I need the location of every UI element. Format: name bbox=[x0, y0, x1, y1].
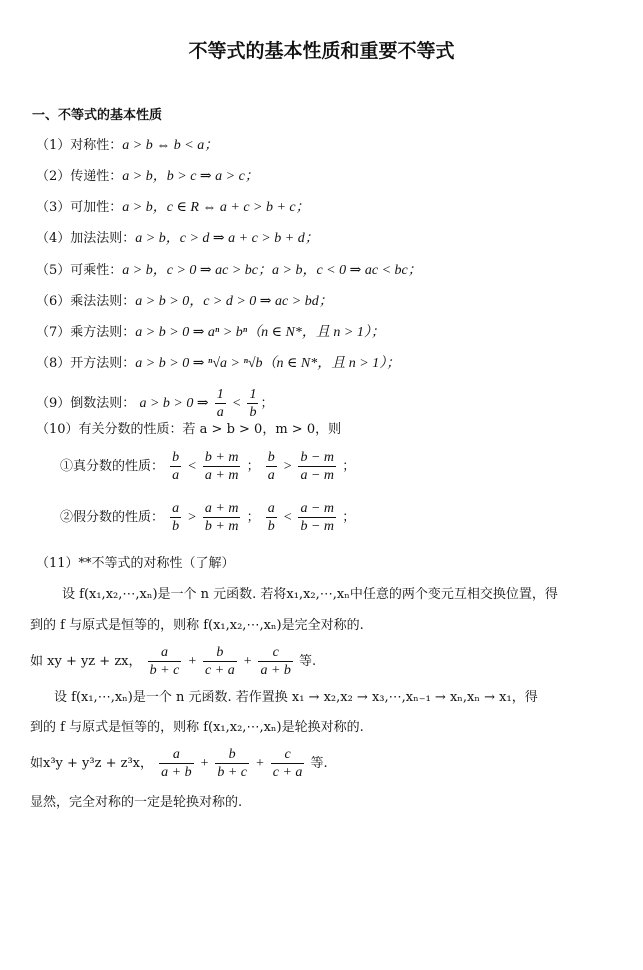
fraction: $\frac{b}{a}$ bbox=[267, 450, 275, 483]
fraction: $\frac{1}{a}$ bbox=[216, 387, 224, 420]
plus: + bbox=[199, 756, 210, 771]
punct: ； bbox=[246, 510, 260, 525]
plus: + bbox=[242, 654, 253, 669]
fraction: $\frac{a - m}{b - m}$ bbox=[300, 501, 335, 534]
formula: a > b，b > c ⇒ a > c； bbox=[122, 169, 259, 184]
conclusion: 显然，完全对称的一定是轮换对称的. bbox=[30, 795, 243, 810]
item-10: （10）有关分数的性质：若 a > b > 0，m > 0，则 bbox=[36, 422, 342, 437]
item-label: 乘方法则： bbox=[70, 325, 136, 340]
example-prefix: 如 xy + yz + zx， bbox=[30, 654, 142, 669]
fraction: $\frac{b}{c + a}$ bbox=[205, 645, 235, 678]
plus: + bbox=[255, 756, 265, 771]
page-title: 不等式的基本性质和重要不等式 bbox=[188, 40, 455, 62]
item-label: 传递性： bbox=[70, 169, 123, 184]
fraction: $\frac{1}{b}$ bbox=[249, 387, 257, 420]
item-3 bbox=[36, 199, 310, 217]
item-label: 倒数法则： bbox=[70, 396, 136, 411]
relation: < bbox=[231, 396, 242, 411]
item-11: （11）**不等式的对称性（了解） bbox=[36, 556, 235, 571]
fraction: $\frac{a}{b}$ bbox=[172, 501, 180, 534]
label: ②假分数的性质： bbox=[60, 510, 165, 525]
formula: a > b > 0，c > d > 0 ⇒ ac > bd； bbox=[135, 294, 333, 309]
item-label: 加法法则： bbox=[70, 231, 136, 246]
item-number: （8） bbox=[36, 356, 71, 371]
plus: + bbox=[187, 654, 197, 669]
true-fraction-property bbox=[60, 449, 355, 484]
item-9 bbox=[36, 386, 273, 421]
paragraph-2b: 到的 f 与原式是恒等的，则称 f(x₁,x₂,⋯,xₙ)是轮换对称的. bbox=[30, 720, 364, 735]
section-heading: 一、不等式的基本性质 bbox=[32, 108, 163, 123]
formula: a > b，c > d ⇒ a + c > b + d； bbox=[135, 231, 319, 246]
relation: > bbox=[187, 510, 197, 525]
formula: a > b > 0 ⇒ aⁿ > bⁿ（n ∈ N*，且 n > 1）； bbox=[135, 325, 385, 340]
fraction: $\frac{a}{b + c}$ bbox=[149, 645, 180, 678]
item-label: 可乘性： bbox=[70, 263, 123, 278]
formula: a > b，c ∈ R ⇔ a + c > b + c； bbox=[122, 200, 310, 215]
item-number: （1） bbox=[36, 138, 71, 153]
example-2 bbox=[30, 746, 328, 781]
item-2 bbox=[36, 168, 259, 186]
item-4 bbox=[36, 230, 319, 248]
item-label: 可加性： bbox=[70, 200, 123, 215]
fraction: $\frac{b - m}{a - m}$ bbox=[300, 450, 335, 483]
item-1 bbox=[36, 137, 218, 155]
fraction: $\frac{a}{b}$ bbox=[267, 501, 275, 534]
item-label: 开方法则： bbox=[70, 356, 136, 371]
example-1 bbox=[30, 644, 316, 679]
label: ①真分数的性质： bbox=[60, 459, 165, 474]
item-6 bbox=[36, 293, 333, 311]
formula: a > b > 0 ⇒ ⁿ√a > ⁿ√b（n ∈ N*，且 n > 1）； bbox=[135, 356, 401, 371]
item-number: （9） bbox=[36, 396, 71, 411]
item-8 bbox=[36, 355, 400, 373]
formula: a > b ⇔ b < a； bbox=[122, 138, 219, 153]
false-fraction-property bbox=[60, 500, 355, 535]
example-suffix: 等. bbox=[299, 654, 317, 669]
relation: > bbox=[282, 459, 293, 474]
fraction: $\frac{b}{b + c}$ bbox=[217, 747, 247, 780]
example-suffix: 等. bbox=[310, 756, 328, 771]
paragraph-2a: 设 f(x₁,⋯,xₙ)是一个 n 元函数. 若作置换 x₁ → x₂,x₂ → x₃,⋯,xₙ₋₁ → xₙ,xₙ → x₁，得 bbox=[54, 690, 538, 705]
punct: ； bbox=[260, 396, 274, 411]
item-label: 对称性： bbox=[70, 138, 123, 153]
relation: < bbox=[282, 510, 293, 525]
item-number: （2） bbox=[36, 169, 71, 184]
punct: ； bbox=[342, 510, 356, 525]
item-label: 乘法法则： bbox=[70, 294, 136, 309]
item-number: （3） bbox=[36, 200, 71, 215]
paragraph-1a: 设 f(x₁,x₂,⋯,xₙ)是一个 n 元函数. 若将x₁,x₂,⋯,xₙ中任意的两个变元互相交换位置，得 bbox=[62, 587, 558, 602]
fraction: $\frac{c}{c + a}$ bbox=[272, 747, 303, 780]
fraction: $\frac{a}{a + b}$ bbox=[161, 747, 192, 780]
relation: < bbox=[187, 459, 197, 474]
item-number: （5） bbox=[36, 263, 71, 278]
example-prefix: 如x³y + y³z + z³x， bbox=[30, 756, 153, 771]
formula: a > b > 0 ⇒ bbox=[139, 396, 209, 411]
item-number: （7） bbox=[36, 325, 71, 340]
fraction: $\frac{a + m}{b + m}$ bbox=[204, 501, 239, 534]
fraction: $\frac{b + m}{a + m}$ bbox=[204, 450, 239, 483]
fraction: $\frac{c}{a + b}$ bbox=[260, 645, 291, 678]
punct: ； bbox=[342, 459, 356, 474]
item-number: （6） bbox=[36, 294, 71, 309]
item-number: （4） bbox=[36, 231, 71, 246]
paragraph-1b: 到的 f 与原式是恒等的，则称 f(x₁,x₂,⋯,xₙ)是完全对称的. bbox=[30, 618, 364, 633]
item-7 bbox=[36, 324, 385, 342]
punct: ； bbox=[246, 459, 260, 474]
formula: a > b，c > 0 ⇒ ac > bc；a > b，c < 0 ⇒ ac < bc； bbox=[122, 263, 422, 278]
item-5 bbox=[36, 262, 422, 280]
fraction: $\frac{b}{a}$ bbox=[172, 450, 180, 483]
